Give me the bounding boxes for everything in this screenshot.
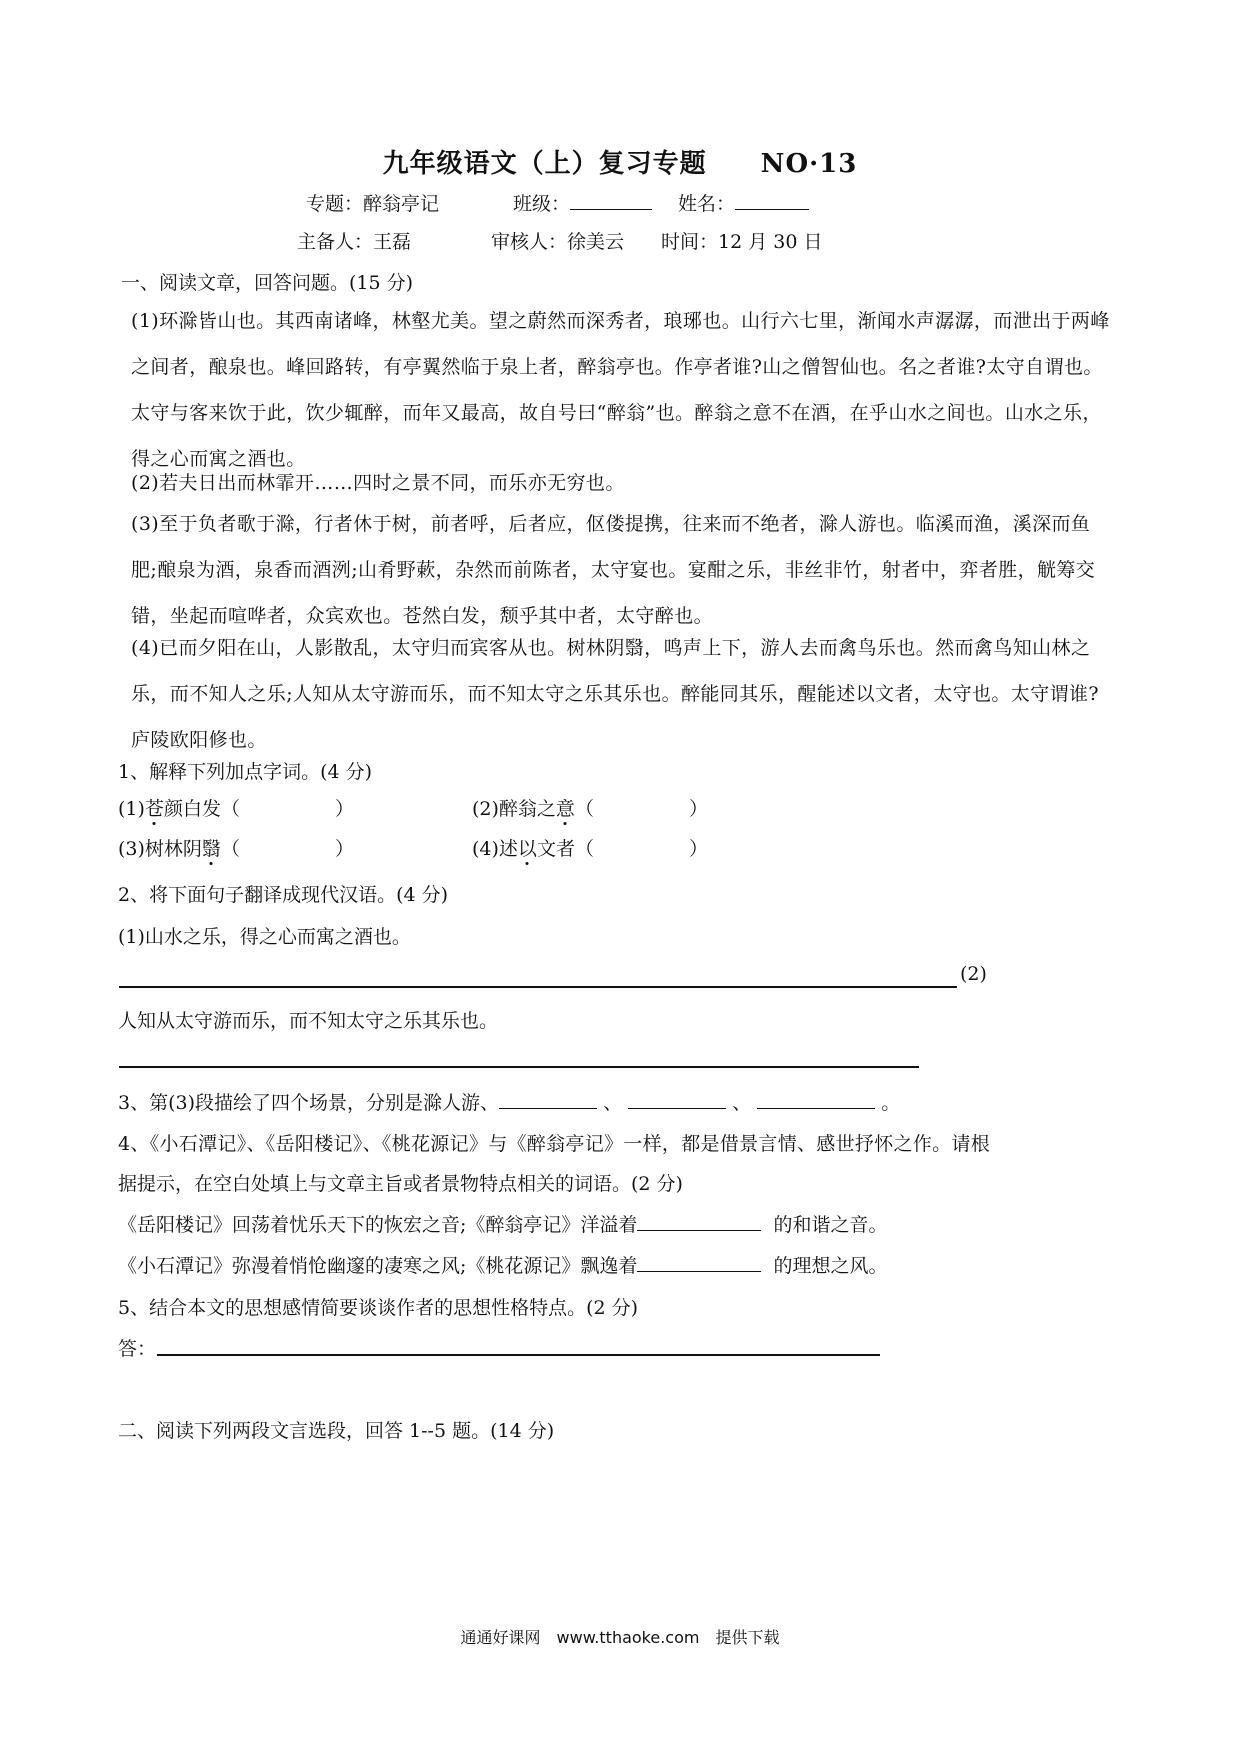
q1-item-prefix: (1) — [118, 798, 145, 820]
question-5: 5、结合本文的思想感情简要谈谈作者的思想性格特点。(2 分) — [118, 1297, 639, 1319]
preparer-label: 主备人：王磊 — [297, 231, 412, 253]
q4-fill-2-prefix: 《小石潭记》弥漫着悄怆幽邃的凄寒之风;《桃花源记》飘逸着 — [118, 1255, 638, 1277]
topic-label: 专题：醉翁亭记 — [306, 193, 440, 215]
q1-item-4 — [472, 834, 708, 861]
passage-paragraph-2: (2)若夫日出而林霏开……四时之景不同，而乐亦无穷也。 — [131, 472, 625, 494]
q3-blank-2[interactable] — [628, 1108, 726, 1109]
emphasis-char: 意 — [555, 798, 575, 820]
q3-end: 。 — [881, 1092, 901, 1114]
q1-item-prefix: (3)树林阴 — [118, 838, 202, 860]
passage-paragraph-4: (4)已而夕阳在山，人影散乱，太守归而宾客从也。树林阴翳，鸣声上下，游人去而禽鸟乐也。然而禽鸟知山林之乐，而不知人之乐;人知从太守游而乐，而不知太守之乐其乐也。醉能同其乐，醒能述以文者，太守也。太守谓谁?庐陵欧阳修也。 — [131, 637, 1099, 751]
passage-paragraph-3: (3)至于负者歌于滁，行者休于树，前者呼，后者应，伛偻提携，往来而不绝者，滁人游也。临溪而渔，溪深而鱼肥;酿泉为酒，泉香而酒洌;山肴野蔌，杂然而前陈者，太守宴也。宴酣之乐，非丝非竹，射者中，弈者胜，觥筹交错，坐起而喧哗者，众宾欢也。苍然白发，颓乎其中者，太守醉也。 — [131, 513, 1096, 627]
q5-answer-label: 答： — [118, 1338, 157, 1360]
q1-item-3 — [118, 834, 354, 861]
emphasis-char: 翳 — [201, 838, 221, 860]
name-label: 姓名： — [678, 193, 736, 215]
q1-item-prefix: (2)醉翁之 — [472, 798, 556, 820]
page-title: 九年级语文（上）复习专题 NO·13 — [382, 149, 858, 179]
reviewer-label: 审核人：徐美云 — [491, 231, 625, 253]
q1-item-1 — [118, 794, 354, 821]
q3-blank-3[interactable] — [757, 1108, 875, 1109]
question-4-line-1: 4、《小石潭记》、《岳阳楼记》、《桃花源记》与《醉翁亭记》一样，都是借景言情、感世抒怀之作。请根 — [118, 1133, 990, 1155]
q1-item-answer[interactable]: 颜白发（ ） — [163, 798, 354, 820]
q2-answer-line-1[interactable] — [119, 986, 957, 988]
page-footer: 通通好课网 www.tthaoke.com 提供下载 — [460, 1628, 780, 1647]
q3-sep: 、 — [603, 1092, 623, 1114]
q1-item-answer[interactable]: （ ） — [574, 798, 708, 820]
q2-answer-line-2[interactable] — [119, 1066, 919, 1068]
q1-item-answer[interactable]: （ ） — [220, 838, 354, 860]
class-blank[interactable] — [570, 209, 652, 210]
question-3 — [118, 1088, 900, 1115]
q4-fill-2-suffix: 的理想之风。 — [773, 1255, 888, 1277]
question-1: 1、解释下列加点字词。(4 分) — [118, 761, 373, 783]
q5-answer-line[interactable] — [157, 1354, 880, 1356]
q4-blank-1[interactable] — [637, 1230, 761, 1231]
q3-sep: 、 — [732, 1092, 752, 1114]
q4-fill-1-prefix: 《岳阳楼记》回荡着忧乐天下的恢宏之音;《醉翁亭记》洋溢着 — [118, 1214, 638, 1236]
question-2: 2、将下面句子翻译成现代汉语。(4 分) — [118, 884, 449, 906]
name-field — [678, 189, 809, 216]
section1-heading: 一、阅读文章，回答问题。(15 分) — [121, 272, 414, 294]
emphasis-char: 苍 — [144, 798, 164, 820]
q3-text: 3、第(3)段描绘了四个场景，分别是滁人游、 — [118, 1092, 500, 1114]
passage-paragraph-1: (1)环滁皆山也。其西南诸峰，林壑尤美。望之蔚然而深秀者，琅琊也。山行六七里，渐闻水声潺潺，而泄出于两峰之间者，酿泉也。峰回路转，有亭翼然临于泉上者，醉翁亭也。作亭者谁?山之僧智仙也。名之者谁?太守自谓也。太守与客来饮于此，饮少辄醉，而年又最高，故自号曰“醉翁”也。醉翁之意不在酒，在乎山水之间也。山水之乐，得之心而寓之酒也。 — [131, 310, 1110, 470]
q4-fill-2 — [118, 1251, 888, 1278]
class-field — [513, 189, 652, 216]
q2-sentence-2-number: (2) — [960, 963, 987, 985]
q1-item-2 — [472, 794, 708, 821]
question-4-line-2: 据提示，在空白处填上与文章主旨或者景物特点相关的词语。(2 分) — [118, 1173, 683, 1195]
q1-item-answer[interactable]: 文者（ ） — [536, 838, 708, 860]
name-blank[interactable] — [735, 209, 809, 210]
q4-blank-2[interactable] — [637, 1271, 761, 1272]
q4-fill-1 — [118, 1210, 888, 1237]
emphasis-char: 以 — [517, 838, 537, 860]
time-label: 时间：12 月 30 日 — [661, 231, 823, 253]
section2-heading: 二、阅读下列两段文言选段，回答 1--5 题。(14 分) — [118, 1420, 555, 1442]
q2-sentence-1: (1)山水之乐，得之心而寓之酒也。 — [118, 926, 411, 948]
q3-blank-1[interactable] — [499, 1108, 597, 1109]
q2-sentence-2: 人知从太守游而乐，而不知太守之乐其乐也。 — [118, 1010, 499, 1032]
q4-fill-1-suffix: 的和谐之音。 — [773, 1214, 888, 1236]
class-label: 班级： — [513, 193, 571, 215]
q1-item-prefix: (4)述 — [472, 838, 518, 860]
